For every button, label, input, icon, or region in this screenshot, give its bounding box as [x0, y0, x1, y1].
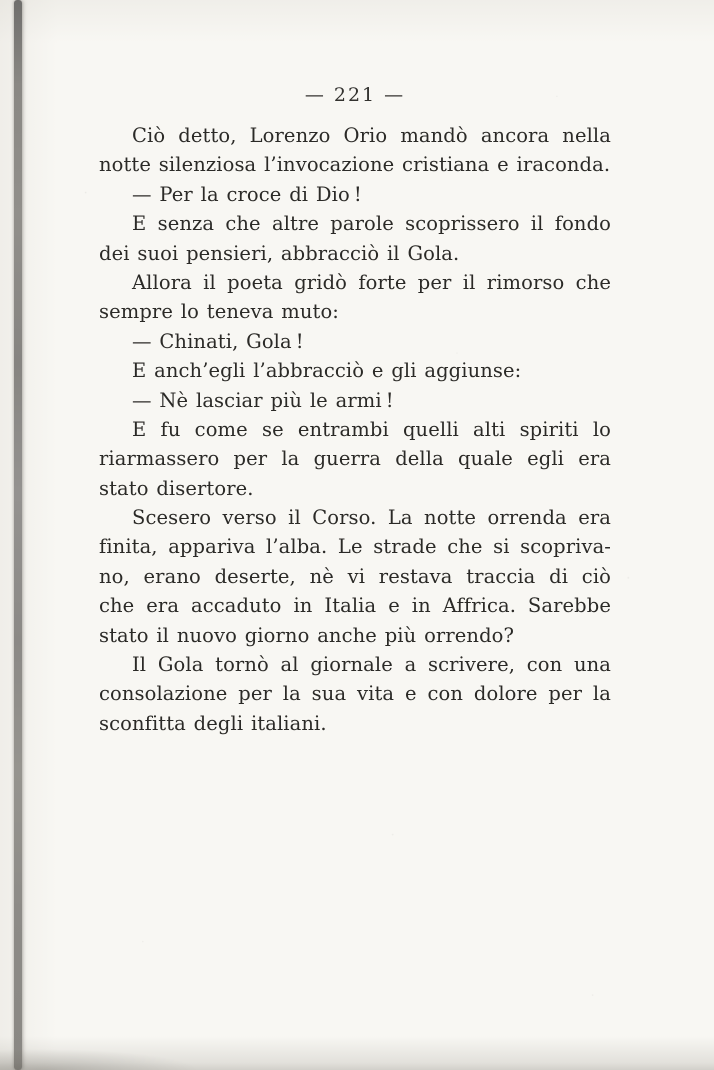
- page-number: — 221 —: [304, 84, 406, 106]
- text-line: dei suoi pensieri, abbracciò il Gola.: [99, 241, 460, 265]
- text-line: E senza che altre parole scoprissero il fondo: [132, 212, 611, 236]
- text-line: E fu come se entrambi quelli alti spiriti lo: [132, 417, 611, 441]
- text-line: notte silenziosa l’invocazione cristiana e iraconda.: [99, 153, 611, 177]
- text-line: stato il nuovo giorno anche più orrendo?: [99, 623, 515, 647]
- text-line: sconfitta degli italiani.: [99, 711, 327, 735]
- text-line: no, erano deserte, nè vi restava traccia di ciò: [99, 564, 611, 588]
- text-line: riarmassero per la guerra della quale egli era: [99, 447, 611, 471]
- text-line: sempre lo teneva muto:: [99, 300, 339, 324]
- text-line: che era accaduto in Italia e in Affrica. Sarebbe: [99, 594, 611, 618]
- text-line: — Per la croce di Dio !: [132, 182, 362, 206]
- text-line: Il Gola tornò al giornale a scrivere, con una: [132, 653, 611, 677]
- text-line: — Chinati, Gola !: [132, 329, 304, 353]
- binding-strip: [14, 0, 22, 1070]
- text-line: finita, appariva l’alba. Le strade che si scopriva-: [99, 535, 611, 559]
- text-line: Allora il poeta gridò forte per il rimorso che: [132, 270, 611, 294]
- scan-bottom-shadow: [0, 1036, 714, 1070]
- text-line: E anch’egli l’abbracciò e gli aggiunse:: [132, 359, 522, 383]
- text-line: consolazione per la sua vita e con dolore per la: [99, 682, 611, 706]
- text-line: stato disertore.: [99, 476, 254, 500]
- text-line: Ciò detto, Lorenzo Orio mandò ancora nella: [132, 124, 611, 147]
- text-line: — Nè lasciar più le armi !: [132, 388, 394, 412]
- text-line: Scesero verso il Corso. La notte orrenda era: [132, 506, 611, 530]
- body-text: [99, 121, 611, 738]
